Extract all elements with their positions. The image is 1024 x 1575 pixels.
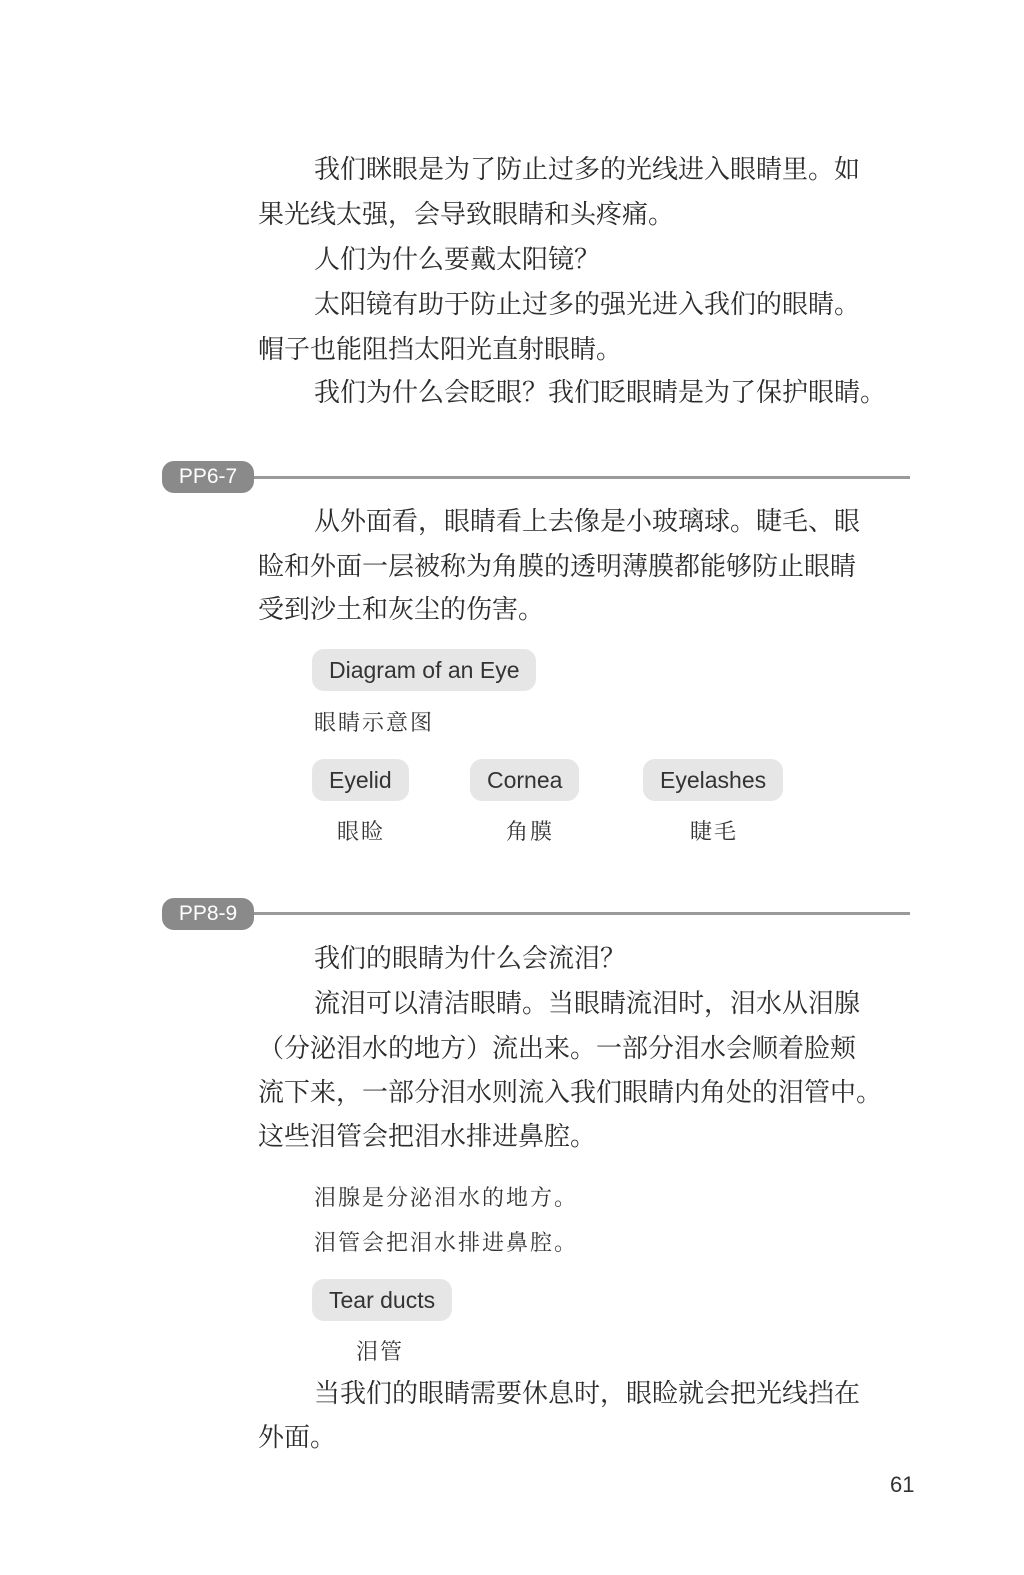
text-line: 外面。	[258, 1423, 337, 1453]
note-line: 泪管会把泪水排进鼻腔。	[314, 1231, 579, 1256]
text-line: 果光线太强，会导致眼睛和头疼痛。	[258, 200, 675, 230]
text-line: 人们为什么要戴太阳镜？	[314, 245, 601, 275]
text-line: 睑和外面一层被称为角膜的透明薄膜都能够防止眼睛	[258, 552, 857, 582]
section-tag-pp6-7: PP6-7	[162, 461, 254, 493]
text-line: 我们为什么会眨眼？我们眨眼睛是为了保护眼睛。	[314, 378, 887, 408]
text-line: 从外面看，眼睛看上去像是小玻璃球。睫毛、眼	[314, 507, 861, 537]
text-line: 受到沙土和灰尘的伤害。	[258, 595, 545, 625]
term-eyelashes: Eyelashes	[643, 759, 783, 801]
page-number: 61	[890, 1472, 915, 1497]
text-line: （分泌泪水的地方）流出来。一部分泪水会顺着脸颊	[258, 1034, 857, 1064]
text-line: 我们的眼睛为什么会流泪？	[314, 944, 627, 974]
section-divider	[254, 912, 910, 915]
term-tear-ducts-cn: 泪管	[356, 1340, 405, 1365]
term-tear-ducts: Tear ducts	[312, 1279, 452, 1321]
note-line: 泪腺是分泌泪水的地方。	[314, 1186, 579, 1211]
term-eyelid-cn: 眼睑	[337, 820, 386, 845]
section-divider	[254, 476, 910, 479]
text-line: 流下来，一部分泪水则流入我们眼睛内角处的泪管中。	[258, 1078, 883, 1108]
text-line: 这些泪管会把泪水排进鼻腔。	[258, 1122, 597, 1152]
diagram-label-cn: 眼睛示意图	[314, 711, 435, 736]
section-tag-pp8-9: PP8-9	[162, 898, 254, 930]
text-line: 帽子也能阻挡太阳光直射眼睛。	[258, 335, 623, 365]
term-eyelashes-cn: 睫毛	[690, 820, 739, 845]
term-cornea-cn: 角膜	[506, 820, 555, 845]
text-line: 太阳镜有助于防止过多的强光进入我们的眼睛。	[314, 290, 861, 320]
text-line: 流泪可以清洁眼睛。当眼睛流泪时，泪水从泪腺	[314, 989, 861, 1019]
text-line: 当我们的眼睛需要休息时，眼睑就会把光线挡在	[314, 1379, 861, 1409]
diagram-label: Diagram of an Eye	[312, 649, 536, 691]
term-eyelid: Eyelid	[312, 759, 409, 801]
term-cornea: Cornea	[470, 759, 579, 801]
text-line: 我们眯眼是为了防止过多的光线进入眼睛里。如	[314, 155, 861, 185]
